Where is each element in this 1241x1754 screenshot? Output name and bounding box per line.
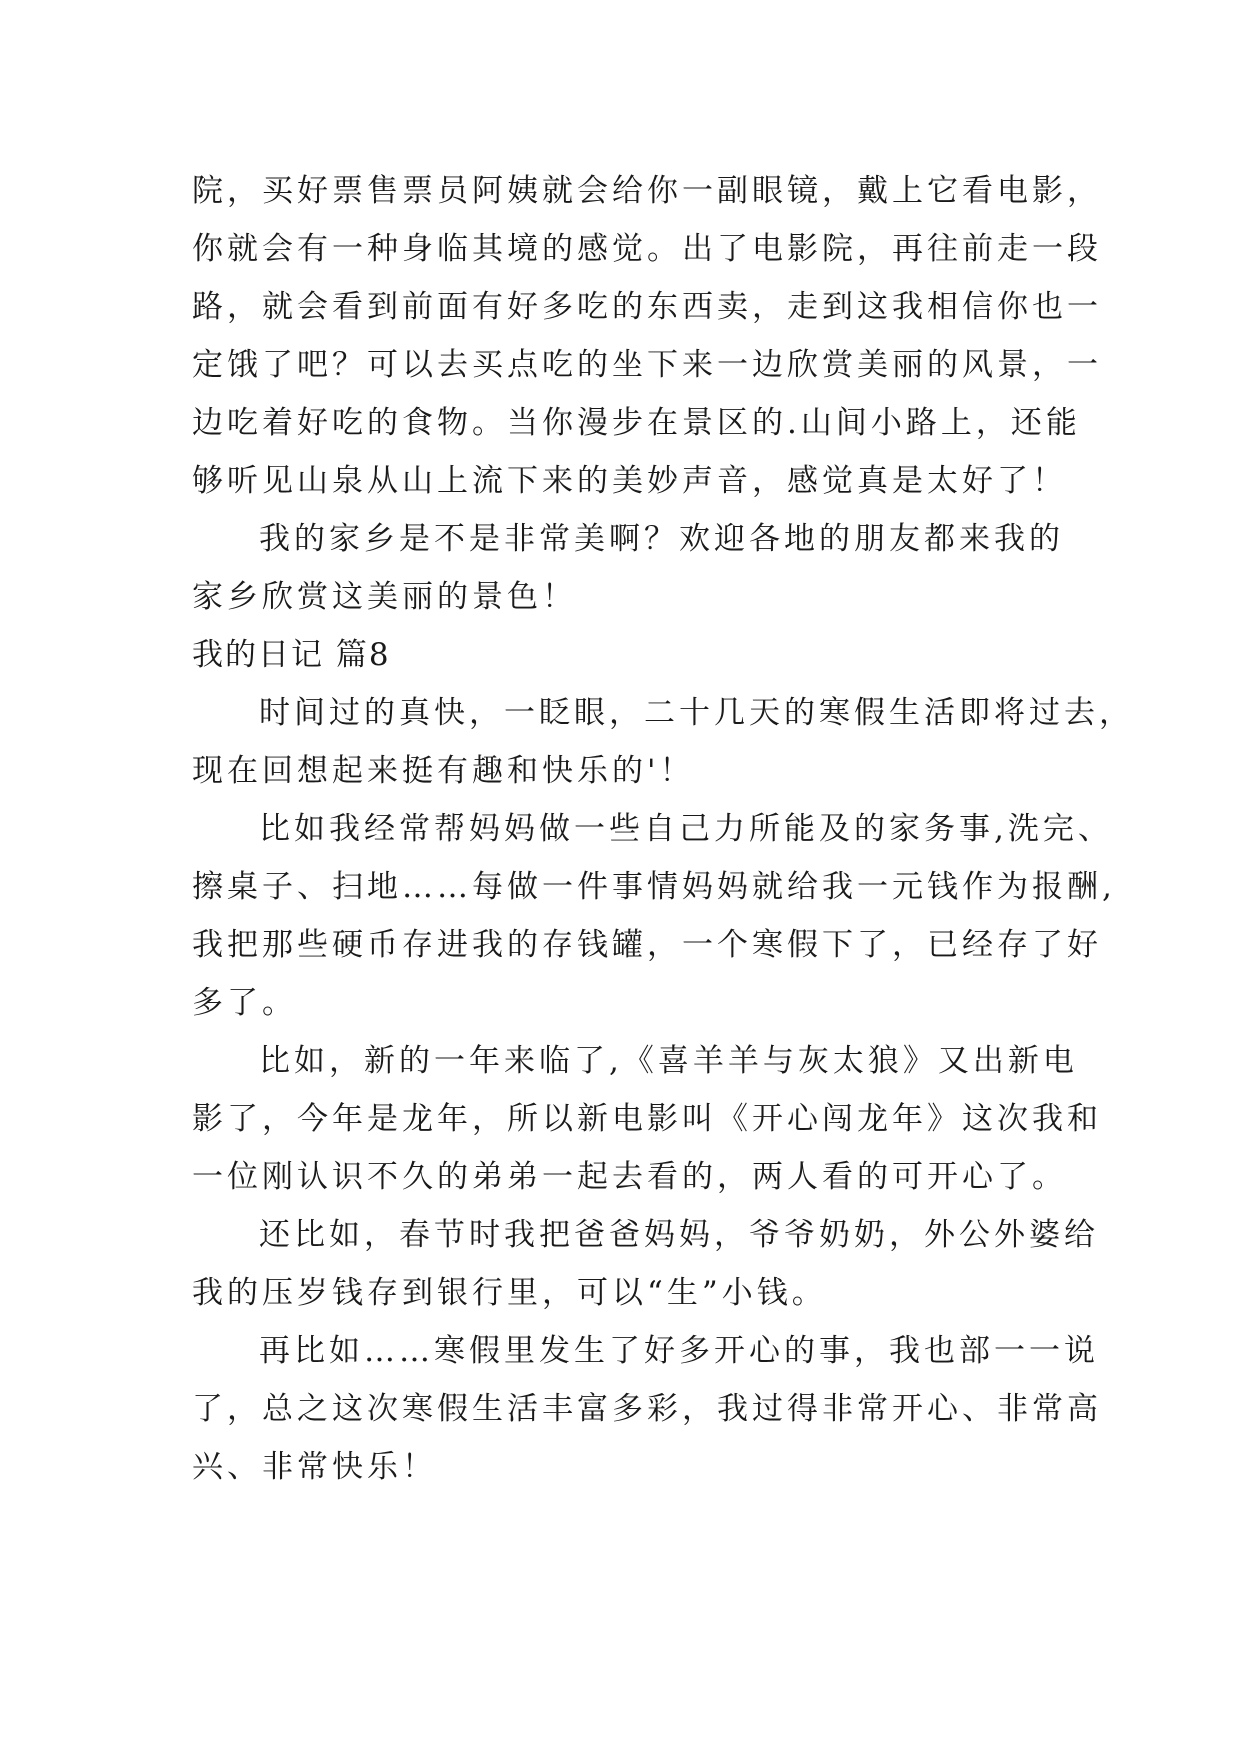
text-line: 我的压岁钱存到银行里，可以“生”小钱。 <box>192 1275 827 1311</box>
text-line: 定饿了吧？可以去买点吃的坐下来一边欣赏美丽的风景，一 <box>192 347 1102 383</box>
paragraph-start-line: 时间过的真快，一眨眼，二十几天的寒假生活即将过去， <box>259 695 1134 731</box>
text-line: 影了，今年是龙年，所以新电影叫《开心闯龙年》这次我和 <box>192 1101 1102 1137</box>
section-heading: 我的日记 篇8 <box>192 637 391 673</box>
paragraph-start-line: 我的家乡是不是非常美啊？欢迎各地的朋友都来我的 <box>259 521 1064 557</box>
text-line: 你就会有一种身临其境的感觉。出了电影院，再往前走一段 <box>192 231 1102 267</box>
text-line: 够听见山泉从山上流下来的美妙声音，感觉真是太好了！ <box>192 463 1067 499</box>
text-line: 院，买好票售票员阿姨就会给你一副眼镜，戴上它看电影， <box>192 173 1102 209</box>
text-line: 现在回想起来挺有趣和快乐的'！ <box>192 753 695 789</box>
text-line: 多了。 <box>192 985 297 1021</box>
paragraph-start-line: 还比如，春节时我把爸爸妈妈，爷爷奶奶，外公外婆给 <box>259 1217 1099 1253</box>
paragraph-start-line: 比如，新的一年来临了,《喜羊羊与灰太狼》又出新电 <box>259 1043 1078 1079</box>
text-line: 边吃着好吃的食物。当你漫步在景区的.山间小路上，还能 <box>192 405 1081 441</box>
paragraph-start-line: 比如我经常帮妈妈做一些自己力所能及的家务事,洗完、 <box>259 811 1113 847</box>
paragraph-start-line: 再比如……寒假里发生了好多开心的事，我也部一一说 <box>259 1333 1099 1369</box>
text-line: 擦桌子、扫地……每做一件事情妈妈就给我一元钱作为报酬, <box>192 869 1116 905</box>
text-line: 路，就会看到前面有好多吃的东西卖，走到这我相信你也一 <box>192 289 1102 325</box>
document-body <box>192 162 1134 1496</box>
text-line: 兴、非常快乐！ <box>192 1449 437 1485</box>
text-line: 一位刚认识不久的弟弟一起去看的，两人看的可开心了。 <box>192 1159 1067 1195</box>
text-line: 了，总之这次寒假生活丰富多彩，我过得非常开心、非常高 <box>192 1391 1102 1427</box>
text-line: 我把那些硬币存进我的存钱罐，一个寒假下了，已经存了好 <box>192 927 1102 963</box>
text-line: 家乡欣赏这美丽的景色！ <box>192 579 577 615</box>
